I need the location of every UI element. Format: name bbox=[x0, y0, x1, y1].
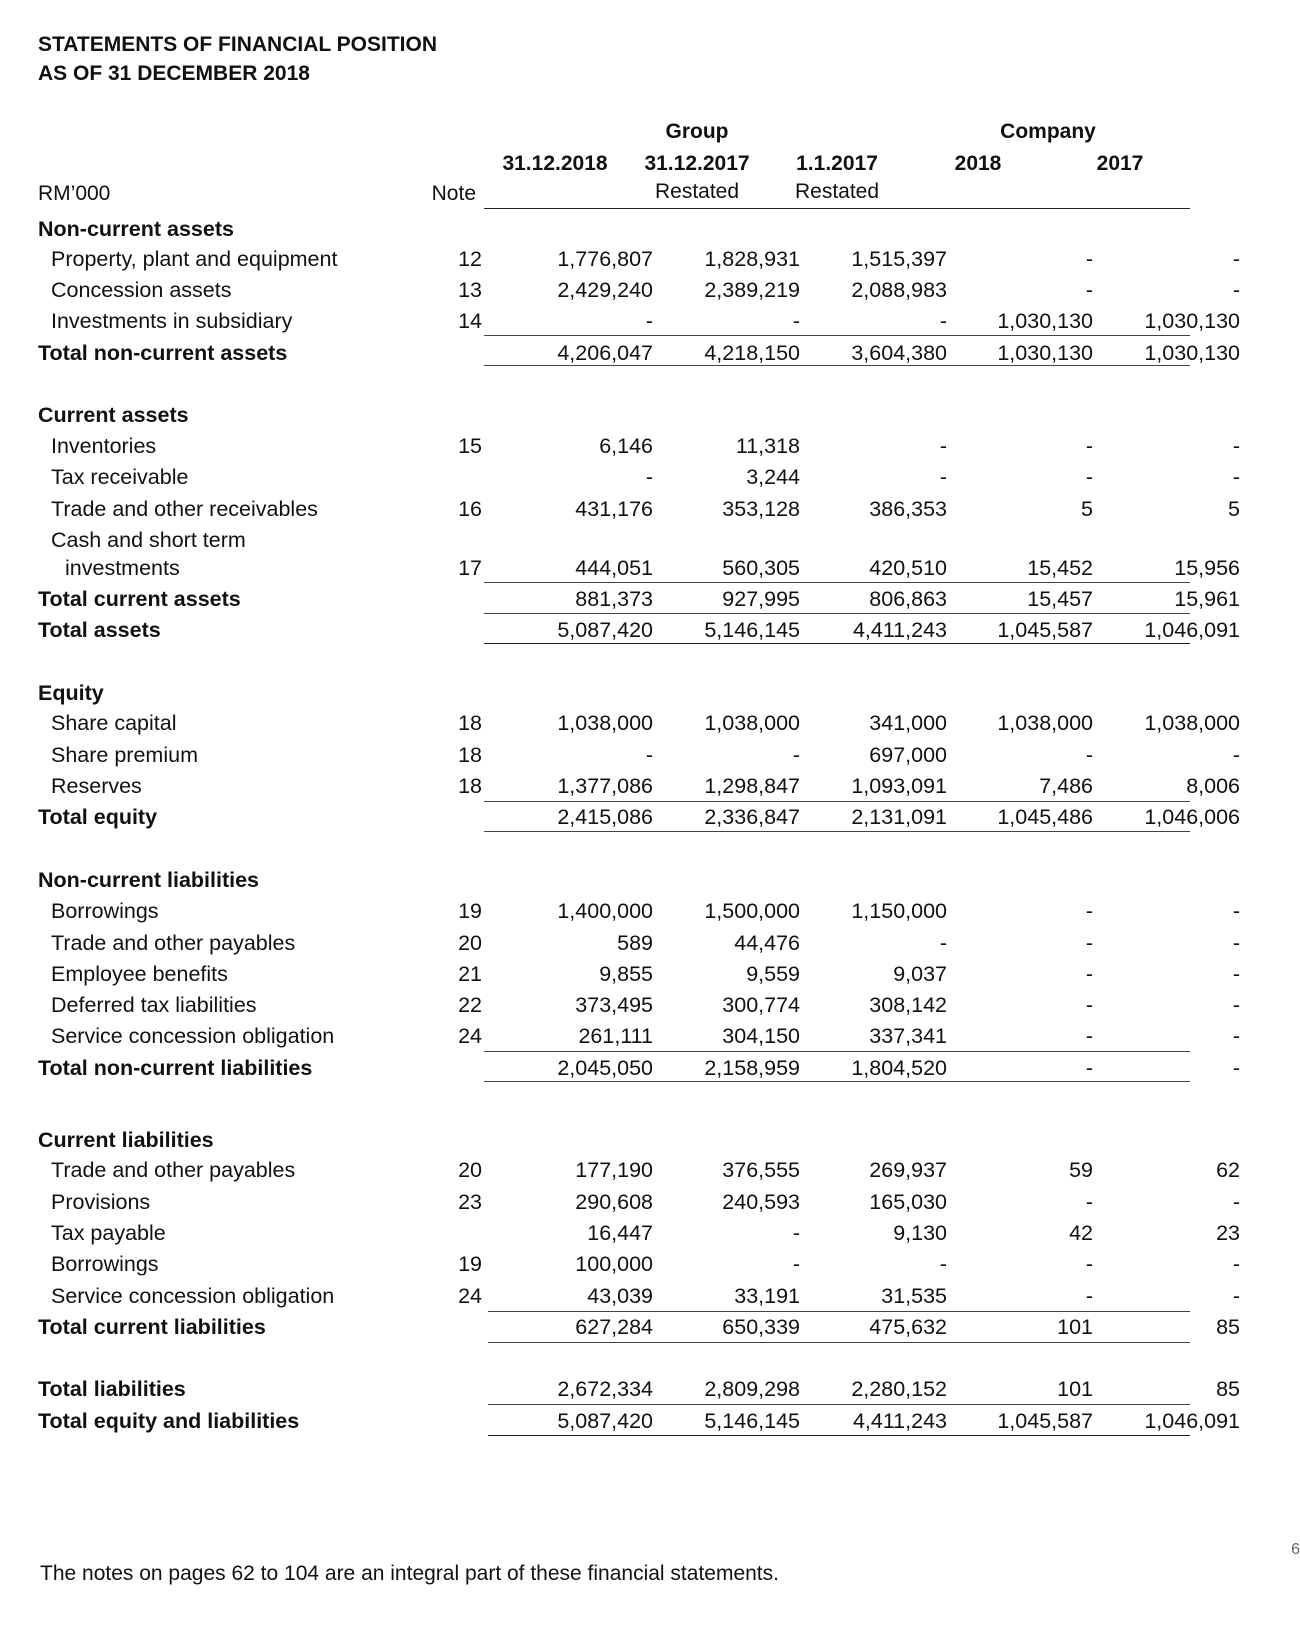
title-line-1: STATEMENTS OF FINANCIAL POSITION bbox=[38, 33, 437, 56]
value-cell: 16,447 bbox=[587, 1221, 653, 1245]
row-label: Non-current liabilities bbox=[38, 868, 260, 892]
value-cell: 376,555 bbox=[722, 1158, 800, 1182]
col-header-1-1-2017: 1.1.2017 bbox=[796, 152, 878, 175]
total-row bbox=[0, 1404, 1300, 1434]
value-cell: 6,146 bbox=[599, 434, 653, 458]
value-cell: 85 bbox=[1216, 1315, 1240, 1339]
value-cell: 5,146,145 bbox=[704, 618, 800, 642]
value-cell: - bbox=[1232, 465, 1240, 489]
value-cell: - bbox=[1085, 465, 1093, 489]
table-row bbox=[0, 769, 1300, 799]
value-cell: 431,176 bbox=[575, 497, 653, 521]
value-cell: 1,038,000 bbox=[557, 711, 653, 735]
value-cell: 1,030,130 bbox=[1144, 309, 1240, 333]
row-label: Service concession obligation bbox=[51, 1024, 335, 1048]
value-cell: 59 bbox=[1069, 1158, 1093, 1182]
table-row bbox=[0, 460, 1300, 490]
value-cell: - bbox=[939, 931, 947, 955]
row-label: Reserves bbox=[51, 774, 142, 798]
value-cell: 475,632 bbox=[869, 1315, 947, 1339]
row-label: Total non-current liabilities bbox=[38, 1056, 313, 1080]
subtotal-rule bbox=[484, 582, 1190, 583]
row-label: Concession assets bbox=[51, 278, 232, 302]
value-cell: - bbox=[1085, 278, 1093, 302]
value-cell: 1,038,000 bbox=[997, 711, 1093, 735]
value-cell: - bbox=[1085, 1284, 1093, 1308]
value-cell: 33,191 bbox=[734, 1284, 800, 1308]
table-row bbox=[0, 1279, 1300, 1309]
value-cell: 373,495 bbox=[575, 993, 653, 1017]
row-label: Total liabilities bbox=[38, 1377, 186, 1401]
section-header-row bbox=[0, 398, 1300, 428]
value-cell: 1,030,130 bbox=[1144, 341, 1240, 365]
value-cell: 304,150 bbox=[722, 1024, 800, 1048]
table-row bbox=[0, 926, 1300, 956]
table-row bbox=[0, 1019, 1300, 1049]
value-cell: - bbox=[1232, 278, 1240, 302]
value-cell: 8,006 bbox=[1186, 774, 1240, 798]
row-label: Service concession obligation bbox=[51, 1284, 335, 1308]
value-cell: 7,486 bbox=[1039, 774, 1093, 798]
col-header-31-12-2018: 31.12.2018 bbox=[502, 152, 608, 175]
subtotal-rule bbox=[484, 613, 1190, 614]
col-header-company-2017: 2017 bbox=[1096, 152, 1144, 175]
value-cell: 308,142 bbox=[869, 993, 947, 1017]
note-ref: 20 bbox=[458, 1158, 482, 1182]
value-cell: 5,087,420 bbox=[557, 618, 653, 642]
table-row bbox=[0, 304, 1300, 334]
note-header: Note bbox=[431, 182, 476, 205]
value-cell: - bbox=[792, 309, 800, 333]
value-cell: - bbox=[939, 434, 947, 458]
col-sub-restated-2017: Restated bbox=[654, 180, 740, 203]
value-cell: 353,128 bbox=[722, 497, 800, 521]
note-ref: 20 bbox=[458, 931, 482, 955]
subtotal-rule bbox=[488, 1311, 1190, 1312]
total-row bbox=[0, 613, 1300, 643]
value-cell: - bbox=[792, 1252, 800, 1276]
value-cell: - bbox=[1232, 931, 1240, 955]
note-ref: 19 bbox=[458, 899, 482, 923]
note-ref: 24 bbox=[458, 1024, 482, 1048]
value-cell: 4,206,047 bbox=[557, 341, 653, 365]
value-cell: 4,411,243 bbox=[852, 1409, 947, 1433]
value-cell: - bbox=[1232, 1190, 1240, 1214]
subtotal-rule bbox=[484, 801, 1190, 802]
row-label: Current liabilities bbox=[38, 1128, 214, 1152]
row-label: Share premium bbox=[51, 743, 198, 767]
value-cell: - bbox=[939, 1252, 947, 1276]
value-cell: 2,131,091 bbox=[851, 805, 947, 829]
note-ref: 19 bbox=[458, 1252, 482, 1276]
value-cell: 100,000 bbox=[575, 1252, 653, 1276]
value-cell: - bbox=[792, 1221, 800, 1245]
value-cell: 23 bbox=[1216, 1221, 1240, 1245]
value-cell: - bbox=[1085, 743, 1093, 767]
subtotal-rule bbox=[488, 1342, 1190, 1343]
row-label: Borrowings bbox=[51, 899, 159, 923]
company-header: Company bbox=[1000, 120, 1096, 143]
note-ref: 13 bbox=[458, 278, 482, 302]
value-cell: 101 bbox=[1057, 1315, 1093, 1339]
row-label: Non-current assets bbox=[38, 217, 234, 241]
value-cell: 165,030 bbox=[869, 1190, 947, 1214]
note-ref: 21 bbox=[458, 962, 482, 986]
row-label: Total current assets bbox=[38, 587, 241, 611]
total-row bbox=[0, 1372, 1300, 1402]
value-cell: 1,045,587 bbox=[997, 618, 1093, 642]
value-cell: - bbox=[1232, 247, 1240, 271]
value-cell: 9,559 bbox=[746, 962, 800, 986]
value-cell: 15,457 bbox=[1027, 587, 1093, 611]
value-cell: 4,411,243 bbox=[852, 618, 947, 642]
value-cell: 9,130 bbox=[893, 1221, 947, 1245]
note-ref: 18 bbox=[458, 743, 482, 767]
value-cell: 386,353 bbox=[869, 497, 947, 521]
value-cell: - bbox=[939, 465, 947, 489]
table-row bbox=[0, 738, 1300, 768]
value-cell: 2,809,298 bbox=[704, 1377, 800, 1401]
value-cell: 5,087,420 bbox=[557, 1409, 653, 1433]
row-label: Total non-current assets bbox=[38, 341, 288, 365]
value-cell: 1,298,847 bbox=[704, 774, 800, 798]
value-cell: 2,158,959 bbox=[704, 1056, 800, 1080]
total-row bbox=[0, 336, 1300, 366]
value-cell: 290,608 bbox=[575, 1190, 653, 1214]
value-cell: 43,039 bbox=[587, 1284, 653, 1308]
value-cell: 1,030,130 bbox=[997, 341, 1093, 365]
subtotal-rule bbox=[484, 831, 1190, 832]
value-cell: 2,280,152 bbox=[851, 1377, 947, 1401]
row-label: investments bbox=[65, 556, 180, 580]
value-cell: 337,341 bbox=[869, 1024, 947, 1048]
value-cell: 11,318 bbox=[735, 434, 800, 458]
row-label: Total current liabilities bbox=[38, 1315, 266, 1339]
value-cell: - bbox=[939, 309, 947, 333]
total-row bbox=[0, 1310, 1300, 1340]
note-ref: 23 bbox=[458, 1190, 482, 1214]
value-cell: - bbox=[645, 743, 653, 767]
row-label: Trade and other payables bbox=[51, 1158, 296, 1182]
value-cell: 1,377,086 bbox=[557, 774, 653, 798]
value-cell: 1,500,000 bbox=[704, 899, 800, 923]
value-cell: 420,510 bbox=[869, 556, 947, 580]
value-cell: 1,046,091 bbox=[1144, 618, 1240, 642]
row-label: Current assets bbox=[38, 403, 189, 427]
value-cell: - bbox=[645, 309, 653, 333]
value-cell: 927,995 bbox=[722, 587, 800, 611]
value-cell: 15,961 bbox=[1174, 587, 1240, 611]
value-cell: 697,000 bbox=[869, 743, 947, 767]
subtotal-rule bbox=[484, 335, 1190, 336]
value-cell: 240,593 bbox=[722, 1190, 800, 1214]
value-cell: - bbox=[1085, 899, 1093, 923]
value-cell: 1,038,000 bbox=[704, 711, 800, 735]
col-header-company-2018: 2018 bbox=[954, 152, 1002, 175]
value-cell: 42 bbox=[1069, 1221, 1093, 1245]
subtotal-rule bbox=[484, 1051, 1190, 1052]
value-cell: 444,051 bbox=[575, 556, 653, 580]
page-marker: 6 bbox=[1291, 1541, 1300, 1558]
note-ref: 18 bbox=[458, 711, 482, 735]
value-cell: - bbox=[1232, 1284, 1240, 1308]
value-cell: - bbox=[1085, 1056, 1093, 1080]
value-cell: - bbox=[1232, 962, 1240, 986]
value-cell: 3,604,380 bbox=[851, 341, 947, 365]
note-ref: 24 bbox=[458, 1284, 482, 1308]
total-rule bbox=[484, 643, 1190, 644]
value-cell: - bbox=[1232, 899, 1240, 923]
subtotal-rule bbox=[484, 1081, 1190, 1082]
value-cell: 1,150,000 bbox=[851, 899, 947, 923]
value-cell: 15,452 bbox=[1027, 556, 1093, 580]
table-row bbox=[0, 706, 1300, 736]
value-cell: 650,339 bbox=[722, 1315, 800, 1339]
value-cell: 1,093,091 bbox=[851, 774, 947, 798]
table-row bbox=[0, 894, 1300, 924]
value-cell: 1,400,000 bbox=[557, 899, 653, 923]
group-header: Group bbox=[665, 120, 729, 143]
value-cell: - bbox=[1085, 993, 1093, 1017]
note-ref: 14 bbox=[458, 309, 482, 333]
value-cell: 1,828,931 bbox=[704, 247, 800, 271]
value-cell: - bbox=[1085, 931, 1093, 955]
value-cell: 4,218,150 bbox=[704, 341, 800, 365]
row-label: Investments in subsidiary bbox=[51, 309, 293, 333]
value-cell: - bbox=[1085, 962, 1093, 986]
table-row bbox=[0, 988, 1300, 1018]
table-row bbox=[0, 957, 1300, 987]
value-cell: 2,415,086 bbox=[557, 805, 653, 829]
value-cell: 269,937 bbox=[869, 1158, 947, 1182]
section-header-row bbox=[0, 863, 1300, 893]
row-label: Trade and other receivables bbox=[51, 497, 318, 521]
section-header-row bbox=[0, 1123, 1300, 1153]
value-cell: 1,515,397 bbox=[851, 247, 947, 271]
value-cell: 560,305 bbox=[722, 556, 800, 580]
note-ref: 22 bbox=[458, 993, 482, 1017]
table-row bbox=[0, 429, 1300, 459]
value-cell: 261,111 bbox=[578, 1024, 653, 1048]
table-row bbox=[0, 492, 1300, 522]
value-cell: 2,672,334 bbox=[557, 1377, 653, 1401]
value-cell: - bbox=[1085, 1190, 1093, 1214]
value-cell: 62 bbox=[1216, 1158, 1240, 1182]
value-cell: 9,855 bbox=[599, 962, 653, 986]
total-row bbox=[0, 582, 1300, 612]
table-row bbox=[0, 1247, 1300, 1277]
note-ref: 15 bbox=[458, 434, 482, 458]
value-cell: - bbox=[1232, 743, 1240, 767]
total-row bbox=[0, 1051, 1300, 1081]
value-cell: 1,038,000 bbox=[1144, 711, 1240, 735]
title-line-2: AS OF 31 DECEMBER 2018 bbox=[38, 62, 310, 85]
value-cell: 1,045,587 bbox=[997, 1409, 1093, 1433]
value-cell: 2,045,050 bbox=[557, 1056, 653, 1080]
table-row bbox=[0, 523, 1300, 553]
row-label: Trade and other payables bbox=[51, 931, 296, 955]
total-rule bbox=[488, 1435, 1190, 1436]
total-row bbox=[0, 800, 1300, 830]
statement-title bbox=[38, 30, 437, 88]
value-cell: 2,429,240 bbox=[557, 278, 653, 302]
value-cell: 1,045,486 bbox=[997, 805, 1093, 829]
value-cell: 5,146,145 bbox=[704, 1409, 800, 1433]
value-cell: 5 bbox=[1081, 497, 1093, 521]
row-label: Tax payable bbox=[51, 1221, 166, 1245]
value-cell: - bbox=[1085, 434, 1093, 458]
row-label: Equity bbox=[38, 681, 104, 705]
row-label: Total assets bbox=[38, 618, 161, 642]
value-cell: 2,336,847 bbox=[704, 805, 800, 829]
row-label: Employee benefits bbox=[51, 962, 228, 986]
value-cell: 1,046,006 bbox=[1144, 805, 1240, 829]
row-label: Provisions bbox=[51, 1190, 151, 1214]
value-cell: - bbox=[1232, 1252, 1240, 1276]
value-cell: 806,863 bbox=[869, 587, 947, 611]
col-sub-restated-1-1-2017: Restated bbox=[794, 180, 880, 203]
section-header-row bbox=[0, 676, 1300, 706]
value-cell: 85 bbox=[1216, 1377, 1240, 1401]
value-cell: 5 bbox=[1228, 497, 1240, 521]
row-label: Inventories bbox=[51, 434, 157, 458]
value-cell: 15,956 bbox=[1174, 556, 1240, 580]
value-cell: - bbox=[1085, 1024, 1093, 1048]
note-ref: 18 bbox=[458, 774, 482, 798]
value-cell: 101 bbox=[1057, 1377, 1093, 1401]
value-cell: - bbox=[1085, 247, 1093, 271]
value-cell: - bbox=[1232, 993, 1240, 1017]
value-cell: 9,037 bbox=[893, 962, 947, 986]
value-cell: 341,000 bbox=[869, 711, 947, 735]
value-cell: - bbox=[1085, 1252, 1093, 1276]
value-cell: - bbox=[1232, 1056, 1240, 1080]
value-cell: 881,373 bbox=[575, 587, 653, 611]
note-ref: 16 bbox=[458, 497, 482, 521]
value-cell: 1,776,807 bbox=[557, 247, 653, 271]
value-cell: 589 bbox=[617, 931, 653, 955]
row-label: Total equity and liabilities bbox=[38, 1409, 300, 1433]
value-cell: - bbox=[645, 465, 653, 489]
value-cell: - bbox=[1232, 434, 1240, 458]
value-cell: 300,774 bbox=[722, 993, 800, 1017]
value-cell: 2,389,219 bbox=[704, 278, 800, 302]
header-rule bbox=[484, 208, 1190, 209]
row-label: Deferred tax liabilities bbox=[51, 993, 257, 1017]
value-cell: 2,088,983 bbox=[851, 278, 947, 302]
unit-label: RM’000 bbox=[38, 182, 111, 205]
section-header-row bbox=[0, 212, 1300, 242]
value-cell: - bbox=[1232, 1024, 1240, 1048]
table-row bbox=[0, 1153, 1300, 1183]
note-ref: 12 bbox=[458, 247, 482, 271]
table-row bbox=[0, 1185, 1300, 1215]
value-cell: 1,046,091 bbox=[1144, 1409, 1240, 1433]
value-cell: 1,030,130 bbox=[997, 309, 1093, 333]
col-header-31-12-2017: 31.12.2017 bbox=[644, 152, 750, 175]
value-cell: 627,284 bbox=[575, 1315, 653, 1339]
value-cell: 1,804,520 bbox=[851, 1056, 947, 1080]
row-label: Share capital bbox=[51, 711, 177, 735]
table-row bbox=[0, 1216, 1300, 1246]
value-cell: 31,535 bbox=[881, 1284, 947, 1308]
note-ref: 17 bbox=[458, 556, 482, 580]
row-label: Cash and short term bbox=[51, 528, 246, 552]
table-row bbox=[0, 273, 1300, 303]
row-label: Borrowings bbox=[51, 1252, 159, 1276]
value-cell: 44,476 bbox=[734, 931, 800, 955]
table-row bbox=[0, 551, 1300, 581]
value-cell: - bbox=[792, 743, 800, 767]
row-label: Total equity bbox=[38, 805, 158, 829]
row-label: Property, plant and equipment bbox=[51, 247, 338, 271]
value-cell: 177,190 bbox=[575, 1158, 653, 1182]
footer-note: The notes on pages 62 to 104 are an integral part of these financial statements. bbox=[40, 1562, 779, 1585]
subtotal-rule bbox=[488, 1404, 1190, 1405]
subtotal-rule bbox=[484, 365, 1190, 366]
row-label: Tax receivable bbox=[51, 465, 189, 489]
value-cell: 3,244 bbox=[746, 465, 800, 489]
table-row bbox=[0, 242, 1300, 272]
